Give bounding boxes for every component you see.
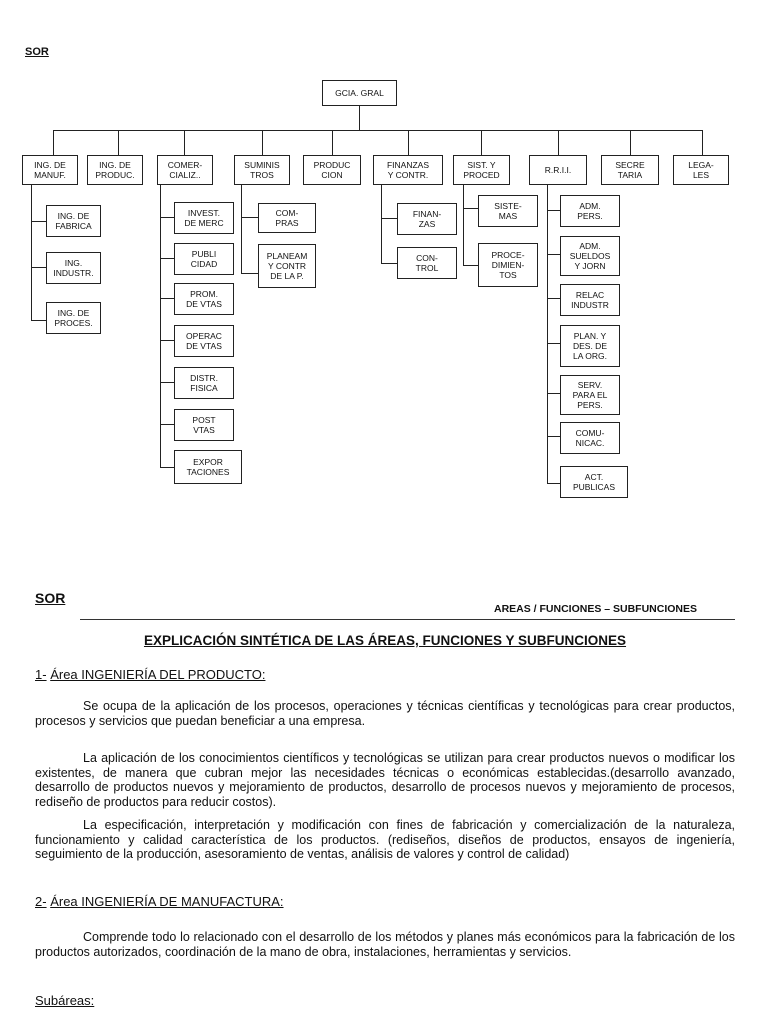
connector <box>262 130 263 155</box>
org-root-box: GCIA. GRAL <box>322 80 397 106</box>
header-label: SOR <box>25 46 49 58</box>
connector <box>160 467 174 468</box>
comer-sub-box: EXPOR TACIONES <box>174 450 242 484</box>
connector <box>160 298 174 299</box>
rrii-sub-box: PLAN. Y DES. DE LA ORG. <box>560 325 620 367</box>
area2-number: 2- <box>35 894 47 909</box>
connector <box>160 424 174 425</box>
connector <box>118 130 119 155</box>
connector <box>547 210 560 211</box>
dept-box: SUMINIS TROS <box>234 155 290 185</box>
comer-sub-box: INVEST. DE MERC <box>174 202 234 234</box>
finan-sub-box: FINAN- ZAS <box>397 203 457 235</box>
dept-box: ING. DE PRODUC. <box>87 155 143 185</box>
connector <box>630 130 631 155</box>
comer-sub-box: OPERAC DE VTAS <box>174 325 234 357</box>
area1-paragraph-3: La especificación, interpretación y modificación con fines de fabricación y comercialización de la naturaleza, funcionamiento y calidad característica de los productos. (rediseños, diseños de productos, ensayos de ingeniería, seguimiento de la producción, asesoramiento de ventas, análisis de valores y control de calidad) <box>35 818 735 861</box>
connector <box>408 130 409 155</box>
manuf-sub-box: ING. DE FABRICA <box>46 205 101 237</box>
page2-logo: SOR <box>35 590 66 606</box>
section-label: AREAS / FUNCIONES – SUBFUNCIONES <box>494 603 698 615</box>
sist-sub-box: PROCE- DIMIEN- TOS <box>478 243 538 287</box>
rrii-sub-box: SERV. PARA EL PERS. <box>560 375 620 415</box>
connector <box>702 130 703 155</box>
area1-number: 1- <box>35 667 47 682</box>
manuf-sub-box: ING. INDUSTR. <box>46 252 101 284</box>
area2-paragraph-1: Comprende todo lo relacionado con el desarrollo de los métodos y planes más económicos para la fabricación de los productos autorizados, coordinación de la mano de obra, instalaciones, herramientas y servicios. <box>35 930 735 959</box>
connector <box>381 218 397 219</box>
connector <box>160 217 174 218</box>
dept-box: SIST. Y PROCED <box>453 155 510 185</box>
connector <box>381 263 397 264</box>
sumin-sub-box: PLANEAM Y CONTR DE LA P. <box>258 244 316 288</box>
area2-title: Área INGENIERÍA DE MANUFACTURA: <box>50 894 284 909</box>
area1-heading <box>35 667 265 682</box>
connector <box>160 340 174 341</box>
connector <box>558 130 559 155</box>
rrii-sub-box: COMU- NICAC. <box>560 422 620 454</box>
connector <box>547 298 560 299</box>
finan-sub-box: CON- TROL <box>397 247 457 279</box>
connector <box>547 185 548 483</box>
connector <box>332 130 333 155</box>
dept-box: SECRE TARIA <box>601 155 659 185</box>
connector <box>547 254 560 255</box>
dept-box: COMER- CIALIZ.. <box>157 155 213 185</box>
comer-sub-box: POST VTAS <box>174 409 234 441</box>
connector <box>359 106 360 130</box>
area2-heading <box>35 894 284 909</box>
connector <box>31 267 46 268</box>
rrii-sub-box: ADM. SUELDOS Y JORN <box>560 236 620 276</box>
connector <box>31 221 46 222</box>
connector <box>160 258 174 259</box>
area1-title: Área INGENIERÍA DEL PRODUCTO: <box>50 667 266 682</box>
connector <box>547 483 560 484</box>
connector <box>481 130 482 155</box>
rrii-sub-box: RELAC INDUSTR <box>560 284 620 316</box>
comer-sub-box: PUBLI CIDAD <box>174 243 234 275</box>
connector <box>547 343 560 344</box>
rrii-sub-box: ACT. PUBLICAS <box>560 466 628 498</box>
connector <box>241 273 258 274</box>
connector <box>160 382 174 383</box>
connector <box>547 393 560 394</box>
connector <box>547 436 560 437</box>
dept-box: LEGA- LES <box>673 155 729 185</box>
connector <box>184 130 185 155</box>
connector <box>463 185 464 265</box>
connector <box>241 217 258 218</box>
dept-box: PRODUC CION <box>303 155 361 185</box>
connector <box>463 208 478 209</box>
connector <box>31 185 32 320</box>
connector <box>463 265 478 266</box>
sumin-sub-box: COM- PRAS <box>258 203 316 233</box>
subareas-label: Subáreas: <box>35 993 95 1008</box>
dept-box: FINANZAS Y CONTR. <box>373 155 443 185</box>
connector <box>31 320 46 321</box>
header-rule <box>80 619 735 620</box>
dept-box: R.R.I.I. <box>529 155 587 185</box>
area1-paragraph-1: Se ocupa de la aplicación de los procesos, operaciones y técnicas científicas y tecnológicas para crear productos, procesos y servicios que puedan beneficiar a una empresa. <box>35 699 735 728</box>
connector <box>381 185 382 263</box>
manuf-sub-box: ING. DE PROCES. <box>46 302 101 334</box>
doc-title: EXPLICACIÓN SINTÉTICA DE LAS ÁREAS, FUNCIONES Y SUBFUNCIONES <box>143 633 627 648</box>
comer-sub-box: PROM. DE VTAS <box>174 283 234 315</box>
sist-sub-box: SISTE- MAS <box>478 195 538 227</box>
connector <box>53 130 702 131</box>
dept-box: ING. DE MANUF. <box>22 155 78 185</box>
area1-paragraph-2: La aplicación de los conocimientos científicos y tecnológicas se utilizan para crear productos nuevos o modificar los existentes, de manera que cubran mejor las necesidades técnicas o económicas establecidas.(desarrollo avanzado, desarrollo de productos nuevos y mejoramiento de productos, desarrollo de procesos nuevos y mejoramiento de procesos, rediseño de productos para reducir costos). <box>35 751 735 809</box>
connector <box>241 185 242 273</box>
connector <box>53 130 54 155</box>
comer-sub-box: DISTR. FISICA <box>174 367 234 399</box>
rrii-sub-box: ADM. PERS. <box>560 195 620 227</box>
